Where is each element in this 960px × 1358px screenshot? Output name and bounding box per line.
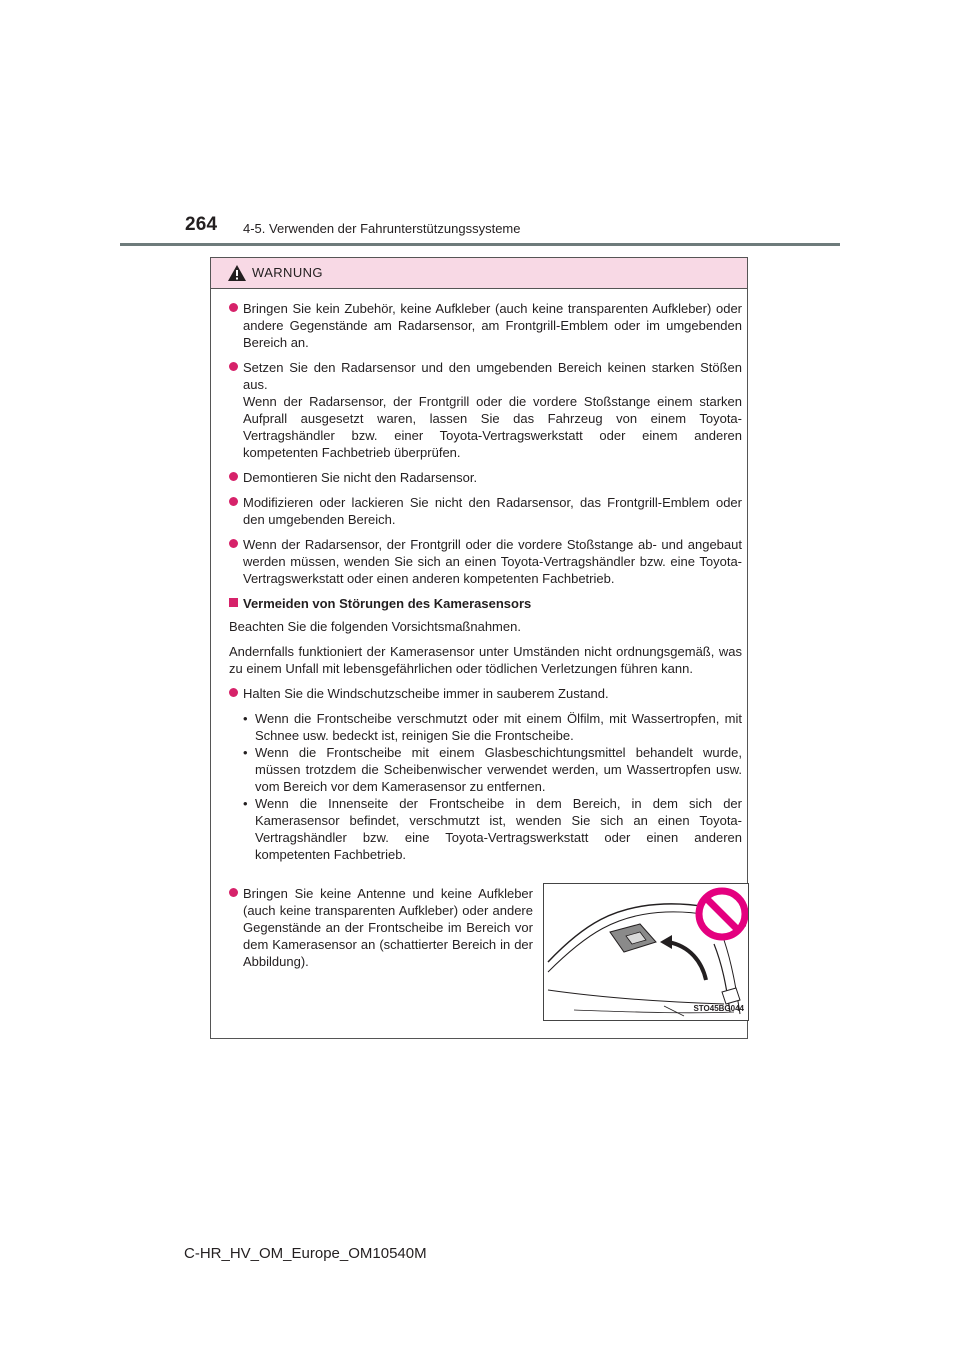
bullet-text: Wenn der Radarsensor, der Frontgrill oder die vordere Stoßstange ab- und angebaut werden müssen, wenden Sie sich an einen Toyota-Vertragshändler bzw. eine Toyota-Vertragswerkstatt oder einen anderen kompetenten Fachbetrieb. [243,537,742,586]
sub-marker: • [243,711,248,726]
list-item [229,300,742,351]
bullet-text: Modifizieren oder lackieren Sie nicht den Radarsensor, das Frontgrill-Emblem oder den umgebenden Bereich. [243,495,742,527]
warning-triangle-icon [227,264,247,282]
windshield-illustration [543,883,749,1021]
antenna-row [229,885,742,1025]
header-rule [120,243,840,246]
bullet-dot-icon [229,688,238,697]
bullet-text: Bringen Sie keine Antenne und keine Aufkleber (auch keine transparenten Aufkleber) oder andere Gegenstände an der Frontscheibe im Bereich vor dem Kamerasensor an (schattierter Bereich in der Abbildung). [243,886,533,969]
figure-code: STO45BG044 [693,1004,744,1013]
section-title: 4-5. Verwenden der Fahrunterstützungssysteme [243,221,521,236]
page-number: 264 [185,214,218,235]
list-item [229,685,742,702]
sub-item [243,710,742,744]
prohibition-icon [699,891,745,937]
camera-consequence: Andernfalls funktioniert der Kamerasensor unter Umständen nicht ordnungsgemäß, was zu einem Unfall mit lebensgefährlichen oder tödlichen Verletzungen führen kann. [229,644,742,676]
bullet-dot-icon [229,362,238,371]
impact-note: Wenn der Radarsensor, der Frontgrill oder die vordere Stoßstange einem starken Aufprall ausgesetzt waren, lassen Sie das Fahrzeug von einem Toyota-Vertragshändler bzw. einer Toyota-Vertragswerkstatt oder einem anderen kompetenten Fachbetrieb überprüfen. [243,394,742,460]
list-item [229,359,742,461]
list-item [229,494,742,528]
bullet-dot-icon [229,539,238,548]
bullet-dot-icon [229,888,238,897]
sub-item-text: Wenn die Frontscheibe verschmutzt oder mit einem Ölfilm, mit Wassertropfen, mit Schnee usw. bedeckt ist, reinigen Sie die Frontscheibe. [255,711,742,743]
warning-box [210,257,748,1039]
sub-item [243,744,742,795]
sub-marker: • [243,745,248,760]
bullet-text: Demontieren Sie nicht den Radarsensor. [243,470,478,485]
bullet-dot-icon [229,472,238,481]
camera-intro: Beachten Sie die folgenden Vorsichtsmaßnahmen. [229,619,521,634]
sub-list [243,710,742,863]
bullet-text: Bringen Sie kein Zubehör, keine Aufkleber (auch keine transparenten Aufkleber) oder andere Gegenstände am Radarsensor, am Frontgrill-Emblem oder im umgebenden Bereich an. [243,301,742,350]
camera-heading [229,595,742,612]
camera-heading-text: Vermeiden von Störungen des Kamerasensors [243,596,532,611]
list-item [229,536,742,587]
bullet-text: Setzen Sie den Radarsensor und den umgebenden Bereich keinen starken Stößen aus. [243,360,742,392]
sub-item-text: Wenn die Innenseite der Frontscheibe in dem Bereich, in dem sich der Kamerasensor befindet, verschmutzt ist, wenden Sie sich an einen Toyota-Vertragshändler bzw. eine Toyota-Vertragswerkstatt oder einen anderen kompetenten Fachbetrieb. [255,796,742,862]
list-item [229,885,533,970]
footer-doc-code: C-HR_HV_OM_Europe_OM10540M [184,1245,427,1262]
sub-item-text: Wenn die Frontscheibe mit einem Glasbeschichtungsmittel behandelt wurde, müssen trotzdem die Scheibenwischer verwendet werden, um Wassertropfen usw. vom Bereich vor dem Kamerasensor zu entfernen. [255,745,742,794]
bullet-text: Halten Sie die Windschutzscheibe immer in sauberem Zustand. [243,686,609,701]
warning-label: WARNUNG [252,265,323,280]
bullet-dot-icon [229,303,238,312]
square-bullet-icon [229,598,238,607]
bullet-dot-icon [229,497,238,506]
warning-header [211,258,747,289]
warning-content [229,300,742,1025]
list-item [229,469,742,486]
sub-item [243,795,742,863]
sub-marker: • [243,796,248,811]
